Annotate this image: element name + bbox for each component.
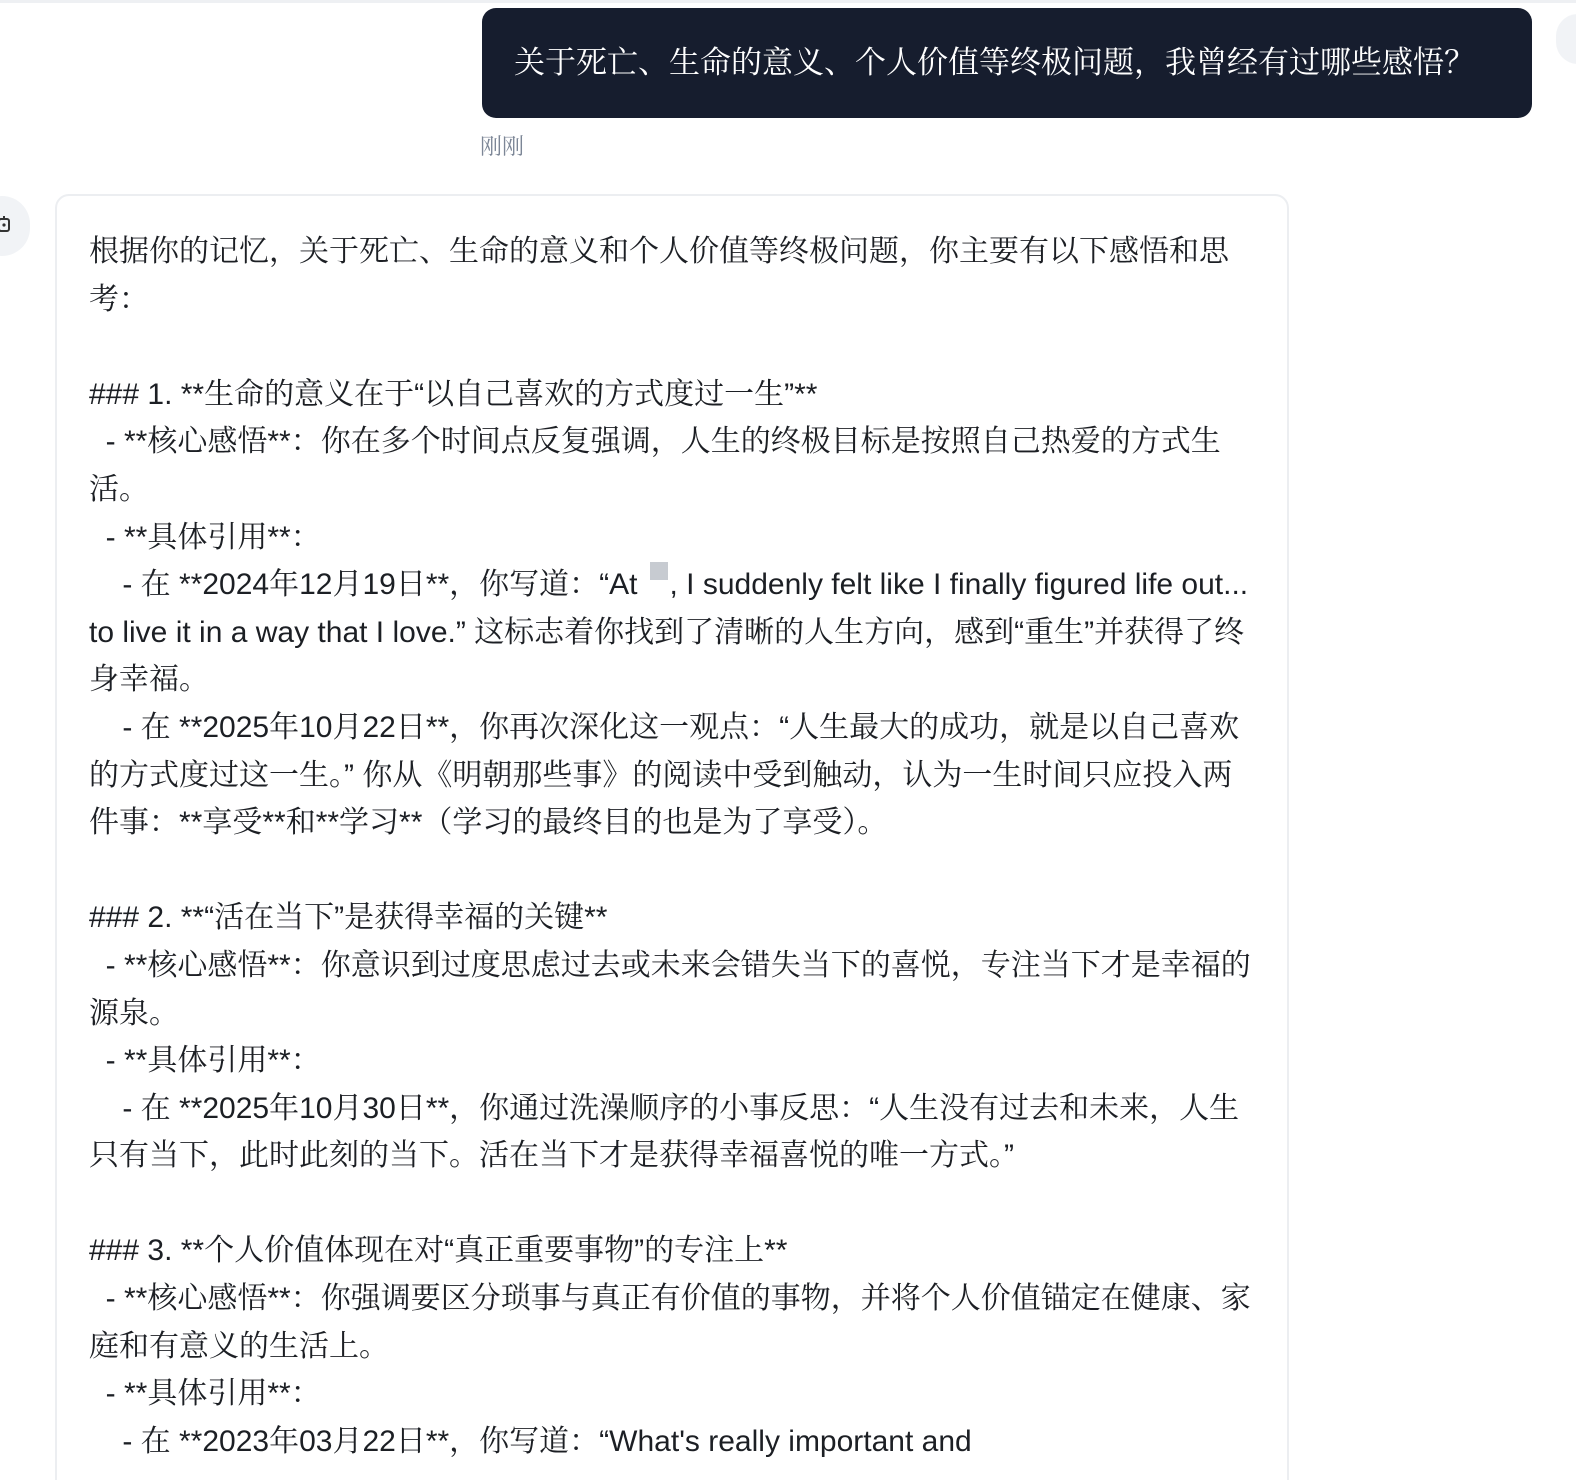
section-3-quotes-label: - **具体引用**： xyxy=(89,1377,321,1411)
assistant-avatar xyxy=(0,196,30,256)
section-2-core: - **核心感悟**：你意识到过度思虑过去或未来会错失当下的喜悦，专注当下才是幸福的源泉。 xyxy=(89,948,1251,1030)
answer-intro: 根据你的记忆，关于死亡、生命的意义和个人价值等终极问题，你主要有以下感悟和思考： xyxy=(89,235,1229,316)
assistant-message-text[interactable] xyxy=(89,228,1259,1465)
section-2-quote-1: - 在 **2025年10月30日**，你通过洗澡顺序的小事反思：“人生没有过去和未来，人生只有当下，此时此刻的当下。活在当下才是获得幸福喜悦的唯一方式。” xyxy=(89,1091,1240,1173)
section-1-quote-1-end: , I suddenly felt like I finally figured life out... to live it in a way that I love.” 这标志着你找到了清晰的人生方向，感到“重生”并获得了终身幸福。 xyxy=(89,568,1257,697)
section-2-quotes-label: - **具体引用**： xyxy=(89,1044,321,1078)
section-3-quote-1: - 在 **2023年03月22日**，你写道：“What's really important and xyxy=(89,1424,972,1458)
message-timestamp: 刚刚 xyxy=(480,134,525,159)
top-divider xyxy=(0,0,1576,3)
section-3-core: - **核心感悟**：你强调要区分琐事与真正有价值的事物，并将个人价值锚定在健康、家庭和有意义的生活上。 xyxy=(89,1282,1251,1363)
redacted-block xyxy=(650,562,668,580)
assistant-message-card xyxy=(55,194,1289,1480)
section-1-quote-2: - 在 **2025年10月22日**，你再次深化这一观点：“人生最大的成功，就是以自己喜欢的方式度过这一生。” 你从《明朝那些事》的阅读中受到触动，认为一生时间只应投入两件事：**享受**和**学习**（学习的最终目的也是为了享受）。 xyxy=(89,710,1240,840)
section-1-heading: ### 1. **生命的意义在于“以自己喜欢的方式度过一生”** xyxy=(89,377,818,411)
section-3-heading: ### 3. **个人价值体现在对“真正重要事物”的专注上** xyxy=(89,1234,788,1268)
robot-icon xyxy=(0,216,14,236)
section-1-quotes-label: - **具体引用**： xyxy=(89,520,321,554)
section-1-quote-1-start: - 在 **2024年12月19日**，你写道：“At xyxy=(89,568,638,602)
user-avatar[interactable] xyxy=(1556,14,1576,64)
section-2-heading: ### 2. **“活在当下”是获得幸福的关键** xyxy=(89,901,608,935)
section-1-core: - **核心感悟**：你在多个时间点反复强调，人生的终极目标是按照自己热爱的方式生活。 xyxy=(89,425,1221,506)
user-message-bubble[interactable]: 关于死亡、生命的意义、个人价值等终极问题，我曾经有过哪些感悟？ xyxy=(482,8,1532,118)
user-message-row xyxy=(482,8,1532,118)
